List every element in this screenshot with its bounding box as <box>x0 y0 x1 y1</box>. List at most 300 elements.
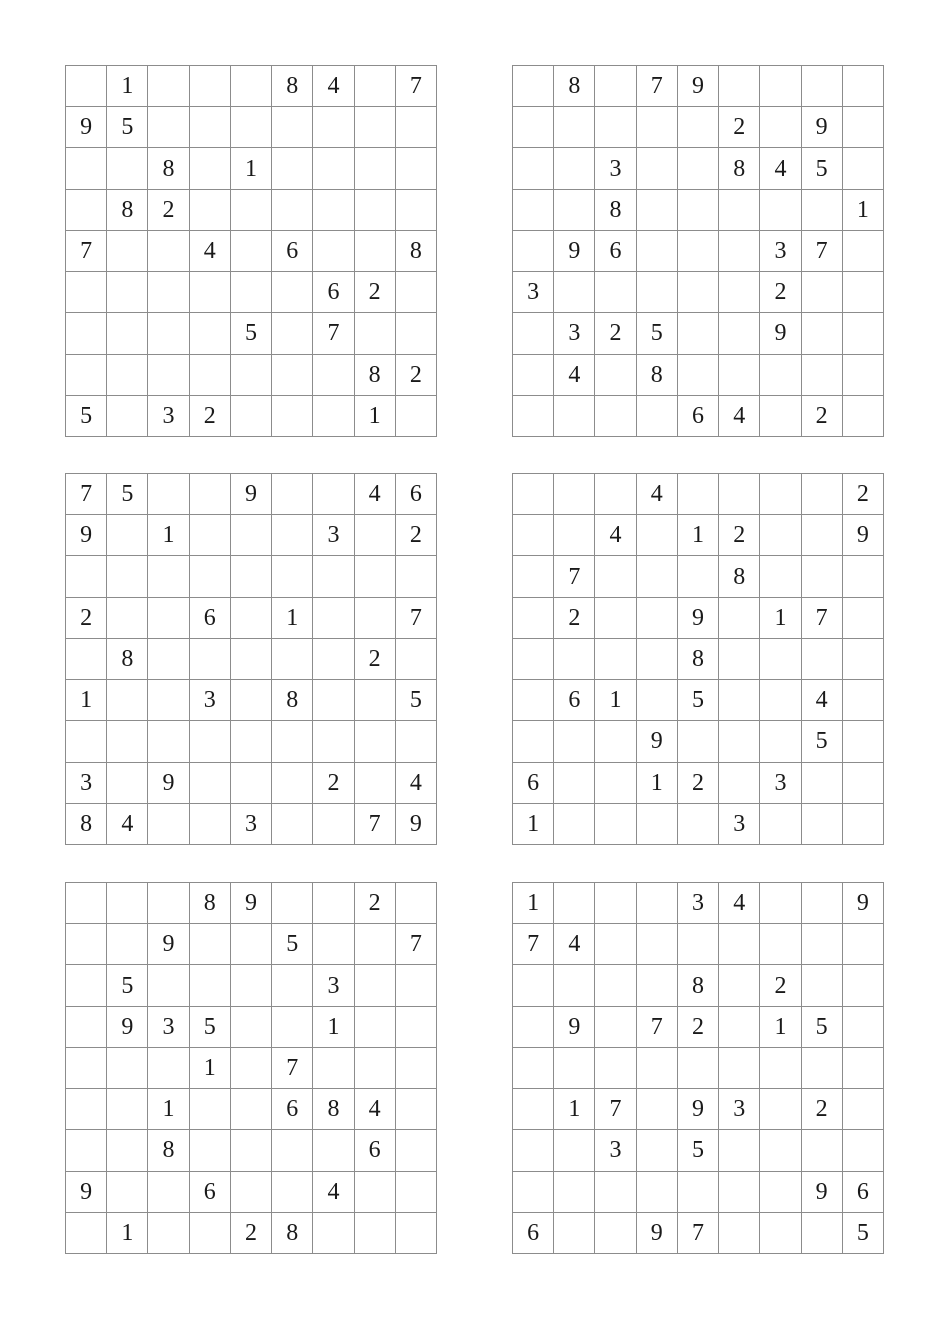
sudoku-cell[interactable] <box>595 313 636 354</box>
sudoku-cell[interactable] <box>313 355 354 396</box>
sudoku-cell[interactable] <box>760 965 801 1006</box>
sudoku-cell[interactable] <box>107 355 148 396</box>
sudoku-cell[interactable] <box>802 396 843 437</box>
sudoku-cell[interactable] <box>107 680 148 721</box>
sudoku-cell[interactable] <box>802 924 843 965</box>
sudoku-cell[interactable] <box>190 924 231 965</box>
sudoku-cell[interactable] <box>760 598 801 639</box>
sudoku-cell[interactable] <box>802 66 843 107</box>
sudoku-cell[interactable] <box>843 1130 884 1171</box>
sudoku-cell[interactable] <box>107 231 148 272</box>
sudoku-cell[interactable] <box>719 355 760 396</box>
sudoku-cell[interactable] <box>802 474 843 515</box>
sudoku-cell[interactable] <box>595 396 636 437</box>
sudoku-cell[interactable] <box>313 272 354 313</box>
sudoku-cell[interactable] <box>678 231 719 272</box>
sudoku-cell[interactable] <box>231 190 272 231</box>
sudoku-cell[interactable] <box>802 515 843 556</box>
sudoku-cell[interactable] <box>637 556 678 597</box>
sudoku-cell[interactable] <box>66 556 107 597</box>
sudoku-cell[interactable] <box>554 148 595 189</box>
sudoku-cell[interactable] <box>231 396 272 437</box>
sudoku-cell[interactable] <box>595 721 636 762</box>
sudoku-cell[interactable] <box>148 231 189 272</box>
sudoku-cell[interactable] <box>396 763 437 804</box>
sudoku-cell[interactable] <box>513 804 554 845</box>
sudoku-cell[interactable] <box>513 639 554 680</box>
sudoku-cell[interactable] <box>637 313 678 354</box>
sudoku-cell[interactable] <box>843 313 884 354</box>
sudoku-cell[interactable] <box>107 1048 148 1089</box>
sudoku-cell[interactable] <box>595 474 636 515</box>
sudoku-cell[interactable] <box>355 1172 396 1213</box>
sudoku-cell[interactable] <box>595 355 636 396</box>
sudoku-cell[interactable] <box>843 556 884 597</box>
sudoku-cell[interactable] <box>513 556 554 597</box>
sudoku-cell[interactable] <box>272 965 313 1006</box>
sudoku-cell[interactable] <box>760 1172 801 1213</box>
sudoku-cell[interactable] <box>802 190 843 231</box>
sudoku-cell[interactable] <box>66 190 107 231</box>
sudoku-cell[interactable] <box>148 148 189 189</box>
sudoku-cell[interactable] <box>107 474 148 515</box>
sudoku-cell[interactable] <box>637 1048 678 1089</box>
sudoku-cell[interactable] <box>719 107 760 148</box>
sudoku-cell[interactable] <box>802 883 843 924</box>
sudoku-cell[interactable] <box>396 639 437 680</box>
sudoku-cell[interactable] <box>678 1172 719 1213</box>
sudoku-cell[interactable] <box>513 883 554 924</box>
sudoku-cell[interactable] <box>719 1130 760 1171</box>
sudoku-cell[interactable] <box>554 1089 595 1130</box>
sudoku-cell[interactable] <box>190 107 231 148</box>
sudoku-cell[interactable] <box>719 721 760 762</box>
sudoku-cell[interactable] <box>190 1048 231 1089</box>
sudoku-cell[interactable] <box>554 1172 595 1213</box>
sudoku-cell[interactable] <box>719 1007 760 1048</box>
sudoku-cell[interactable] <box>313 721 354 762</box>
sudoku-cell[interactable] <box>107 598 148 639</box>
sudoku-cell[interactable] <box>148 1130 189 1171</box>
sudoku-cell[interactable] <box>231 598 272 639</box>
sudoku-cell[interactable] <box>843 1172 884 1213</box>
sudoku-cell[interactable] <box>554 680 595 721</box>
sudoku-cell[interactable] <box>637 598 678 639</box>
sudoku-cell[interactable] <box>107 556 148 597</box>
sudoku-cell[interactable] <box>513 272 554 313</box>
sudoku-cell[interactable] <box>66 66 107 107</box>
sudoku-cell[interactable] <box>313 1007 354 1048</box>
sudoku-cell[interactable] <box>66 272 107 313</box>
sudoku-cell[interactable] <box>678 1048 719 1089</box>
sudoku-cell[interactable] <box>396 1172 437 1213</box>
sudoku-cell[interactable] <box>637 965 678 1006</box>
sudoku-cell[interactable] <box>148 1213 189 1254</box>
sudoku-cell[interactable] <box>272 680 313 721</box>
sudoku-cell[interactable] <box>190 965 231 1006</box>
sudoku-cell[interactable] <box>231 883 272 924</box>
sudoku-cell[interactable] <box>396 804 437 845</box>
sudoku-cell[interactable] <box>678 396 719 437</box>
sudoku-cell[interactable] <box>843 515 884 556</box>
sudoku-cell[interactable] <box>66 639 107 680</box>
sudoku-cell[interactable] <box>802 804 843 845</box>
sudoku-cell[interactable] <box>843 883 884 924</box>
sudoku-cell[interactable] <box>760 474 801 515</box>
sudoku-cell[interactable] <box>148 66 189 107</box>
sudoku-cell[interactable] <box>107 313 148 354</box>
sudoku-cell[interactable] <box>637 148 678 189</box>
sudoku-cell[interactable] <box>313 965 354 1006</box>
sudoku-cell[interactable] <box>760 763 801 804</box>
sudoku-cell[interactable] <box>396 924 437 965</box>
sudoku-cell[interactable] <box>760 721 801 762</box>
sudoku-cell[interactable] <box>396 1213 437 1254</box>
sudoku-cell[interactable] <box>190 515 231 556</box>
sudoku-cell[interactable] <box>66 883 107 924</box>
sudoku-cell[interactable] <box>554 396 595 437</box>
sudoku-cell[interactable] <box>513 1130 554 1171</box>
sudoku-cell[interactable] <box>313 804 354 845</box>
sudoku-cell[interactable] <box>107 1172 148 1213</box>
sudoku-cell[interactable] <box>843 107 884 148</box>
sudoku-cell[interactable] <box>513 1048 554 1089</box>
sudoku-cell[interactable] <box>554 965 595 1006</box>
sudoku-cell[interactable] <box>107 1089 148 1130</box>
sudoku-cell[interactable] <box>313 680 354 721</box>
sudoku-cell[interactable] <box>272 721 313 762</box>
sudoku-cell[interactable] <box>843 680 884 721</box>
sudoku-cell[interactable] <box>719 883 760 924</box>
sudoku-cell[interactable] <box>843 474 884 515</box>
sudoku-cell[interactable] <box>760 396 801 437</box>
sudoku-cell[interactable] <box>760 1130 801 1171</box>
sudoku-cell[interactable] <box>396 1130 437 1171</box>
sudoku-cell[interactable] <box>272 313 313 354</box>
sudoku-cell[interactable] <box>802 355 843 396</box>
sudoku-cell[interactable] <box>595 66 636 107</box>
sudoku-cell[interactable] <box>66 1130 107 1171</box>
sudoku-cell[interactable] <box>843 190 884 231</box>
sudoku-cell[interactable] <box>802 639 843 680</box>
sudoku-cell[interactable] <box>678 1007 719 1048</box>
sudoku-cell[interactable] <box>595 1130 636 1171</box>
sudoku-cell[interactable] <box>190 1089 231 1130</box>
sudoku-cell[interactable] <box>313 148 354 189</box>
sudoku-cell[interactable] <box>678 556 719 597</box>
sudoku-cell[interactable] <box>678 190 719 231</box>
sudoku-cell[interactable] <box>355 66 396 107</box>
sudoku-cell[interactable] <box>313 883 354 924</box>
sudoku-cell[interactable] <box>66 680 107 721</box>
sudoku-cell[interactable] <box>66 231 107 272</box>
sudoku-cell[interactable] <box>760 190 801 231</box>
sudoku-cell[interactable] <box>760 556 801 597</box>
sudoku-cell[interactable] <box>107 721 148 762</box>
sudoku-cell[interactable] <box>637 1172 678 1213</box>
sudoku-cell[interactable] <box>272 1007 313 1048</box>
sudoku-cell[interactable] <box>313 1213 354 1254</box>
sudoku-cell[interactable] <box>190 763 231 804</box>
sudoku-cell[interactable] <box>843 924 884 965</box>
sudoku-cell[interactable] <box>66 1213 107 1254</box>
sudoku-cell[interactable] <box>231 1089 272 1130</box>
sudoku-cell[interactable] <box>190 474 231 515</box>
sudoku-cell[interactable] <box>595 598 636 639</box>
sudoku-cell[interactable] <box>148 883 189 924</box>
sudoku-cell[interactable] <box>272 1213 313 1254</box>
sudoku-cell[interactable] <box>148 313 189 354</box>
sudoku-cell[interactable] <box>396 272 437 313</box>
sudoku-cell[interactable] <box>313 474 354 515</box>
sudoku-cell[interactable] <box>554 721 595 762</box>
sudoku-cell[interactable] <box>313 1048 354 1089</box>
sudoku-cell[interactable] <box>595 763 636 804</box>
sudoku-cell[interactable] <box>66 1172 107 1213</box>
sudoku-cell[interactable] <box>802 721 843 762</box>
sudoku-cell[interactable] <box>760 148 801 189</box>
sudoku-cell[interactable] <box>760 1048 801 1089</box>
sudoku-cell[interactable] <box>107 1130 148 1171</box>
sudoku-cell[interactable] <box>107 763 148 804</box>
sudoku-cell[interactable] <box>760 231 801 272</box>
sudoku-cell[interactable] <box>272 190 313 231</box>
sudoku-cell[interactable] <box>231 639 272 680</box>
sudoku-cell[interactable] <box>396 190 437 231</box>
sudoku-cell[interactable] <box>554 272 595 313</box>
sudoku-cell[interactable] <box>355 396 396 437</box>
sudoku-cell[interactable] <box>595 556 636 597</box>
sudoku-cell[interactable] <box>355 804 396 845</box>
sudoku-cell[interactable] <box>190 1172 231 1213</box>
sudoku-cell[interactable] <box>554 1213 595 1254</box>
sudoku-cell[interactable] <box>554 598 595 639</box>
sudoku-cell[interactable] <box>148 515 189 556</box>
sudoku-cell[interactable] <box>595 1007 636 1048</box>
sudoku-cell[interactable] <box>802 1213 843 1254</box>
sudoku-cell[interactable] <box>355 107 396 148</box>
sudoku-cell[interactable] <box>231 556 272 597</box>
sudoku-cell[interactable] <box>802 1130 843 1171</box>
sudoku-cell[interactable] <box>355 515 396 556</box>
sudoku-cell[interactable] <box>719 1048 760 1089</box>
sudoku-cell[interactable] <box>678 355 719 396</box>
sudoku-cell[interactable] <box>272 231 313 272</box>
sudoku-cell[interactable] <box>231 804 272 845</box>
sudoku-cell[interactable] <box>595 1172 636 1213</box>
sudoku-cell[interactable] <box>66 313 107 354</box>
sudoku-cell[interactable] <box>396 515 437 556</box>
sudoku-cell[interactable] <box>595 1213 636 1254</box>
sudoku-cell[interactable] <box>554 1048 595 1089</box>
sudoku-cell[interactable] <box>513 474 554 515</box>
sudoku-cell[interactable] <box>66 1089 107 1130</box>
sudoku-cell[interactable] <box>272 66 313 107</box>
sudoku-cell[interactable] <box>231 355 272 396</box>
sudoku-cell[interactable] <box>554 883 595 924</box>
sudoku-cell[interactable] <box>760 515 801 556</box>
sudoku-cell[interactable] <box>66 396 107 437</box>
sudoku-cell[interactable] <box>802 598 843 639</box>
sudoku-cell[interactable] <box>802 1089 843 1130</box>
sudoku-cell[interactable] <box>843 272 884 313</box>
sudoku-cell[interactable] <box>190 148 231 189</box>
sudoku-cell[interactable] <box>107 883 148 924</box>
sudoku-cell[interactable] <box>231 1007 272 1048</box>
sudoku-cell[interactable] <box>148 1048 189 1089</box>
sudoku-cell[interactable] <box>678 721 719 762</box>
sudoku-cell[interactable] <box>396 66 437 107</box>
sudoku-cell[interactable] <box>148 965 189 1006</box>
sudoku-cell[interactable] <box>148 924 189 965</box>
sudoku-cell[interactable] <box>355 1213 396 1254</box>
sudoku-cell[interactable] <box>148 556 189 597</box>
sudoku-cell[interactable] <box>66 721 107 762</box>
sudoku-cell[interactable] <box>355 1089 396 1130</box>
sudoku-cell[interactable] <box>802 556 843 597</box>
sudoku-cell[interactable] <box>719 556 760 597</box>
sudoku-cell[interactable] <box>719 680 760 721</box>
sudoku-cell[interactable] <box>802 231 843 272</box>
sudoku-cell[interactable] <box>595 515 636 556</box>
sudoku-cell[interactable] <box>272 598 313 639</box>
sudoku-cell[interactable] <box>107 804 148 845</box>
sudoku-cell[interactable] <box>148 355 189 396</box>
sudoku-cell[interactable] <box>595 148 636 189</box>
sudoku-cell[interactable] <box>678 313 719 354</box>
sudoku-cell[interactable] <box>595 639 636 680</box>
sudoku-cell[interactable] <box>272 1048 313 1089</box>
sudoku-cell[interactable] <box>355 883 396 924</box>
sudoku-cell[interactable] <box>272 1089 313 1130</box>
sudoku-cell[interactable] <box>595 272 636 313</box>
sudoku-cell[interactable] <box>396 1007 437 1048</box>
sudoku-cell[interactable] <box>231 1048 272 1089</box>
sudoku-cell[interactable] <box>190 1007 231 1048</box>
sudoku-cell[interactable] <box>148 1089 189 1130</box>
sudoku-cell[interactable] <box>513 396 554 437</box>
sudoku-cell[interactable] <box>148 721 189 762</box>
sudoku-cell[interactable] <box>637 721 678 762</box>
sudoku-cell[interactable] <box>843 66 884 107</box>
sudoku-cell[interactable] <box>148 1007 189 1048</box>
sudoku-cell[interactable] <box>554 190 595 231</box>
sudoku-cell[interactable] <box>760 639 801 680</box>
sudoku-cell[interactable] <box>231 231 272 272</box>
sudoku-cell[interactable] <box>554 556 595 597</box>
sudoku-cell[interactable] <box>678 1130 719 1171</box>
sudoku-cell[interactable] <box>513 355 554 396</box>
sudoku-cell[interactable] <box>355 272 396 313</box>
sudoku-cell[interactable] <box>313 763 354 804</box>
sudoku-cell[interactable] <box>66 148 107 189</box>
sudoku-cell[interactable] <box>148 763 189 804</box>
sudoku-cell[interactable] <box>637 680 678 721</box>
sudoku-cell[interactable] <box>843 965 884 1006</box>
sudoku-cell[interactable] <box>231 1172 272 1213</box>
sudoku-cell[interactable] <box>719 763 760 804</box>
sudoku-cell[interactable] <box>355 639 396 680</box>
sudoku-cell[interactable] <box>272 107 313 148</box>
sudoku-cell[interactable] <box>396 107 437 148</box>
sudoku-cell[interactable] <box>231 1130 272 1171</box>
sudoku-cell[interactable] <box>355 474 396 515</box>
sudoku-cell[interactable] <box>107 1007 148 1048</box>
sudoku-cell[interactable] <box>231 1213 272 1254</box>
sudoku-cell[interactable] <box>802 1007 843 1048</box>
sudoku-cell[interactable] <box>190 355 231 396</box>
sudoku-cell[interactable] <box>272 639 313 680</box>
sudoku-cell[interactable] <box>272 924 313 965</box>
sudoku-cell[interactable] <box>272 883 313 924</box>
sudoku-cell[interactable] <box>554 474 595 515</box>
sudoku-cell[interactable] <box>355 924 396 965</box>
sudoku-cell[interactable] <box>313 66 354 107</box>
sudoku-cell[interactable] <box>231 965 272 1006</box>
sudoku-cell[interactable] <box>231 66 272 107</box>
sudoku-cell[interactable] <box>554 1130 595 1171</box>
sudoku-cell[interactable] <box>355 680 396 721</box>
sudoku-cell[interactable] <box>760 804 801 845</box>
sudoku-cell[interactable] <box>355 313 396 354</box>
sudoku-cell[interactable] <box>719 231 760 272</box>
sudoku-cell[interactable] <box>843 148 884 189</box>
sudoku-cell[interactable] <box>396 355 437 396</box>
sudoku-cell[interactable] <box>272 804 313 845</box>
sudoku-cell[interactable] <box>231 680 272 721</box>
sudoku-cell[interactable] <box>719 1213 760 1254</box>
sudoku-cell[interactable] <box>513 190 554 231</box>
sudoku-cell[interactable] <box>760 272 801 313</box>
sudoku-cell[interactable] <box>396 231 437 272</box>
sudoku-cell[interactable] <box>554 639 595 680</box>
sudoku-cell[interactable] <box>66 515 107 556</box>
sudoku-cell[interactable] <box>190 190 231 231</box>
sudoku-cell[interactable] <box>637 231 678 272</box>
sudoku-cell[interactable] <box>396 965 437 1006</box>
sudoku-cell[interactable] <box>678 515 719 556</box>
sudoku-cell[interactable] <box>107 107 148 148</box>
sudoku-cell[interactable] <box>719 313 760 354</box>
sudoku-cell[interactable] <box>190 1213 231 1254</box>
sudoku-cell[interactable] <box>148 190 189 231</box>
sudoku-cell[interactable] <box>637 804 678 845</box>
sudoku-cell[interactable] <box>190 804 231 845</box>
sudoku-cell[interactable] <box>355 763 396 804</box>
sudoku-cell[interactable] <box>513 515 554 556</box>
sudoku-cell[interactable] <box>678 148 719 189</box>
sudoku-cell[interactable] <box>272 556 313 597</box>
sudoku-cell[interactable] <box>513 1007 554 1048</box>
sudoku-cell[interactable] <box>313 556 354 597</box>
sudoku-cell[interactable] <box>719 1089 760 1130</box>
sudoku-cell[interactable] <box>513 1213 554 1254</box>
sudoku-cell[interactable] <box>637 1213 678 1254</box>
sudoku-cell[interactable] <box>678 965 719 1006</box>
sudoku-cell[interactable] <box>595 1048 636 1089</box>
sudoku-cell[interactable] <box>802 680 843 721</box>
sudoku-cell[interactable] <box>513 924 554 965</box>
sudoku-cell[interactable] <box>678 272 719 313</box>
sudoku-cell[interactable] <box>513 148 554 189</box>
sudoku-cell[interactable] <box>637 763 678 804</box>
sudoku-cell[interactable] <box>355 721 396 762</box>
sudoku-cell[interactable] <box>355 598 396 639</box>
sudoku-cell[interactable] <box>719 639 760 680</box>
sudoku-cell[interactable] <box>760 924 801 965</box>
sudoku-cell[interactable] <box>843 355 884 396</box>
sudoku-cell[interactable] <box>513 231 554 272</box>
